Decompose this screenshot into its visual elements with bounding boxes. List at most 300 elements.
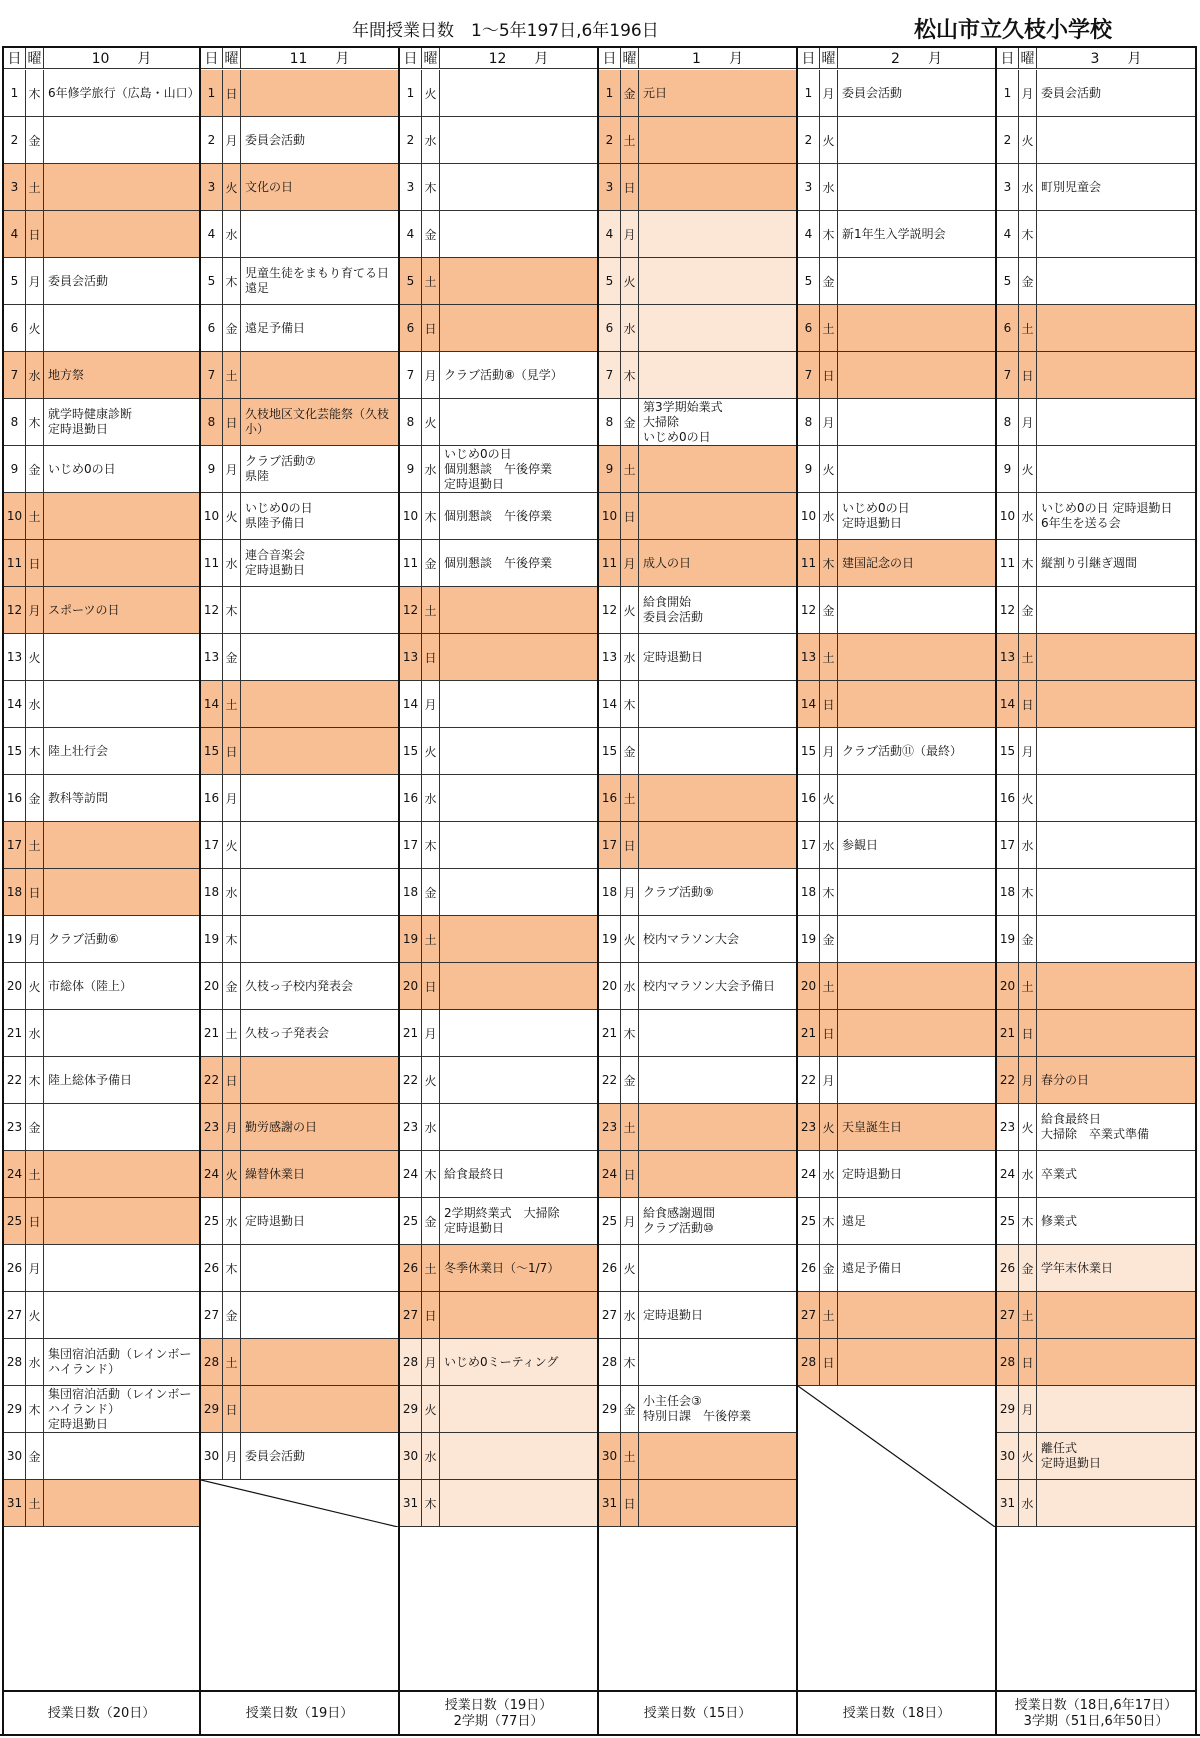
day-number: 30 bbox=[4, 1433, 26, 1479]
event-text bbox=[241, 916, 398, 962]
weekday: 金 bbox=[422, 211, 440, 257]
event-text bbox=[639, 305, 796, 351]
weekday: 木 bbox=[1019, 869, 1037, 915]
weekday: 水 bbox=[820, 822, 838, 868]
weekday: 火 bbox=[1019, 775, 1037, 821]
day-number: 19 bbox=[4, 916, 26, 962]
day-number: 17 bbox=[201, 822, 223, 868]
weekday: 火 bbox=[422, 1057, 440, 1103]
day-row bbox=[997, 587, 1195, 634]
weekday-column-header: 曜 bbox=[26, 48, 44, 68]
event-text bbox=[639, 1245, 796, 1291]
day-row bbox=[400, 493, 597, 540]
day-number: 25 bbox=[4, 1198, 26, 1244]
annual-school-days: 年間授業日数 1〜5年197日,6年196日 bbox=[352, 21, 659, 41]
day-row bbox=[201, 211, 398, 258]
weekday: 木 bbox=[422, 1151, 440, 1197]
day-row bbox=[4, 258, 199, 305]
event-text: いじめ0の日 bbox=[48, 461, 116, 476]
day-number: 17 bbox=[798, 822, 820, 868]
day-row bbox=[599, 1480, 796, 1527]
day-number: 29 bbox=[599, 1386, 621, 1432]
event-text bbox=[1037, 775, 1195, 821]
day-number: 28 bbox=[400, 1339, 422, 1385]
day-row bbox=[4, 916, 199, 963]
day-number: 28 bbox=[4, 1339, 26, 1385]
term-days-count: 2学期（77日） bbox=[453, 1714, 544, 1729]
day-number: 7 bbox=[201, 352, 223, 398]
weekday: 水 bbox=[422, 446, 440, 492]
weekday: 水 bbox=[1019, 822, 1037, 868]
weekday: 火 bbox=[621, 587, 639, 633]
weekday: 月 bbox=[422, 1010, 440, 1056]
weekday: 土 bbox=[422, 587, 440, 633]
weekday: 金 bbox=[621, 70, 639, 116]
day-number: 12 bbox=[400, 587, 422, 633]
day-number: 7 bbox=[798, 352, 820, 398]
day-number: 16 bbox=[798, 775, 820, 821]
weekday: 土 bbox=[1019, 634, 1037, 680]
weekday: 金 bbox=[26, 775, 44, 821]
event-text bbox=[1037, 352, 1195, 398]
weekday: 金 bbox=[223, 634, 241, 680]
day-row bbox=[400, 258, 597, 305]
day-number: 16 bbox=[400, 775, 422, 821]
event-text bbox=[440, 211, 597, 257]
day-row bbox=[599, 1198, 796, 1245]
event-text bbox=[440, 916, 597, 962]
month-footer bbox=[798, 1690, 995, 1736]
weekday: 月 bbox=[26, 916, 44, 962]
unused-days-slash bbox=[798, 1386, 995, 1527]
event-text bbox=[440, 1292, 597, 1338]
day-number: 16 bbox=[997, 775, 1019, 821]
weekday-column-header: 曜 bbox=[820, 48, 838, 68]
event-text bbox=[241, 681, 398, 727]
weekday: 火 bbox=[223, 493, 241, 539]
weekday: 金 bbox=[820, 587, 838, 633]
event-text: 給食感謝週間 クラブ活動⑩ bbox=[643, 1206, 716, 1235]
weekday: 金 bbox=[820, 916, 838, 962]
event-text bbox=[440, 1057, 597, 1103]
event-text bbox=[639, 681, 796, 727]
weekday: 金 bbox=[1019, 916, 1037, 962]
day-number: 30 bbox=[599, 1433, 621, 1479]
weekday: 日 bbox=[422, 1292, 440, 1338]
weekday: 木 bbox=[422, 164, 440, 210]
day-row bbox=[997, 399, 1195, 446]
day-number: 31 bbox=[400, 1480, 422, 1526]
day-row bbox=[997, 1292, 1195, 1339]
day-number: 5 bbox=[997, 258, 1019, 304]
day-row bbox=[798, 587, 995, 634]
day-row bbox=[201, 634, 398, 681]
day-row bbox=[997, 446, 1195, 493]
weekday: 木 bbox=[621, 352, 639, 398]
weekday: 水 bbox=[621, 963, 639, 1009]
month-header-row bbox=[201, 48, 398, 69]
weekday: 月 bbox=[621, 540, 639, 586]
event-text bbox=[1037, 1480, 1195, 1526]
day-number: 27 bbox=[400, 1292, 422, 1338]
weekday: 月 bbox=[422, 1339, 440, 1385]
event-text bbox=[44, 681, 199, 727]
day-number: 24 bbox=[400, 1151, 422, 1197]
day-row bbox=[4, 1245, 199, 1292]
day-number: 27 bbox=[997, 1292, 1019, 1338]
weekday: 日 bbox=[422, 634, 440, 680]
day-row bbox=[400, 305, 597, 352]
weekday: 木 bbox=[621, 1010, 639, 1056]
day-number: 11 bbox=[599, 540, 621, 586]
day-number: 26 bbox=[599, 1245, 621, 1291]
event-text bbox=[44, 305, 199, 351]
event-text bbox=[44, 869, 199, 915]
event-text bbox=[1037, 1292, 1195, 1338]
event-text: 2学期終業式 大掃除 定時退勤日 bbox=[444, 1206, 560, 1235]
event-text bbox=[440, 587, 597, 633]
event-text bbox=[44, 1151, 199, 1197]
event-text: 元日 bbox=[643, 85, 668, 100]
day-row bbox=[400, 1151, 597, 1198]
event-text: 春分の日 bbox=[1041, 1072, 1090, 1087]
event-text: 小主任会③ 特別日課 午後停業 bbox=[643, 1394, 752, 1423]
weekday: 火 bbox=[223, 1151, 241, 1197]
day-row bbox=[997, 352, 1195, 399]
event-text bbox=[639, 1480, 796, 1526]
event-text bbox=[44, 1292, 199, 1338]
weekday: 土 bbox=[621, 775, 639, 821]
weekday: 日 bbox=[820, 1010, 838, 1056]
weekday: 月 bbox=[820, 70, 838, 116]
day-number: 5 bbox=[201, 258, 223, 304]
weekday: 金 bbox=[422, 1198, 440, 1244]
day-row bbox=[201, 164, 398, 211]
weekday: 月 bbox=[1019, 399, 1037, 445]
day-number: 16 bbox=[201, 775, 223, 821]
day-number: 12 bbox=[798, 587, 820, 633]
day-number: 18 bbox=[400, 869, 422, 915]
day-number: 26 bbox=[798, 1245, 820, 1291]
day-row bbox=[4, 352, 199, 399]
day-number: 26 bbox=[400, 1245, 422, 1291]
day-row bbox=[997, 1245, 1195, 1292]
day-number: 29 bbox=[4, 1386, 26, 1432]
day-row bbox=[798, 70, 995, 117]
day-number: 10 bbox=[4, 493, 26, 539]
day-number: 20 bbox=[4, 963, 26, 1009]
day-number: 22 bbox=[201, 1057, 223, 1103]
day-number: 23 bbox=[201, 1104, 223, 1150]
month-column bbox=[201, 46, 400, 1736]
event-text: 委員会活動 bbox=[1041, 85, 1102, 100]
weekday-column-header: 曜 bbox=[223, 48, 241, 68]
day-row bbox=[201, 305, 398, 352]
day-row bbox=[997, 540, 1195, 587]
weekday: 金 bbox=[621, 728, 639, 774]
weekday: 月 bbox=[223, 117, 241, 163]
event-text bbox=[44, 1010, 199, 1056]
event-text bbox=[440, 869, 597, 915]
day-column-header: 日 bbox=[599, 48, 621, 68]
day-number: 24 bbox=[201, 1151, 223, 1197]
month-name: 10 月 bbox=[91, 51, 152, 67]
event-text bbox=[639, 1010, 796, 1056]
weekday: 土 bbox=[26, 493, 44, 539]
day-number: 17 bbox=[400, 822, 422, 868]
day-column-header: 日 bbox=[4, 48, 26, 68]
month-name: 2 月 bbox=[891, 51, 942, 67]
day-number: 3 bbox=[599, 164, 621, 210]
day-number: 4 bbox=[997, 211, 1019, 257]
day-number: 12 bbox=[4, 587, 26, 633]
day-number: 2 bbox=[798, 117, 820, 163]
event-text: 連合音楽会 定時退勤日 bbox=[245, 548, 306, 577]
day-number: 21 bbox=[798, 1010, 820, 1056]
day-row bbox=[4, 963, 199, 1010]
day-number: 15 bbox=[798, 728, 820, 774]
day-number: 30 bbox=[201, 1433, 223, 1479]
day-row bbox=[4, 1292, 199, 1339]
day-row bbox=[4, 1151, 199, 1198]
event-text: 定時退勤日 bbox=[245, 1213, 306, 1228]
event-text bbox=[241, 1386, 398, 1432]
day-number: 9 bbox=[400, 446, 422, 492]
day-row bbox=[798, 305, 995, 352]
weekday: 日 bbox=[422, 963, 440, 1009]
day-number: 5 bbox=[400, 258, 422, 304]
day-number: 8 bbox=[400, 399, 422, 445]
event-text: 建国記念の日 bbox=[842, 555, 915, 570]
event-text: 繰替休業日 bbox=[245, 1166, 306, 1181]
day-number: 4 bbox=[201, 211, 223, 257]
day-number: 30 bbox=[400, 1433, 422, 1479]
day-row bbox=[798, 1151, 995, 1198]
day-row bbox=[997, 963, 1195, 1010]
weekday: 土 bbox=[1019, 1292, 1037, 1338]
event-text bbox=[44, 1245, 199, 1291]
event-text bbox=[241, 1292, 398, 1338]
event-text bbox=[639, 117, 796, 163]
event-text: 委員会活動 bbox=[245, 132, 306, 147]
day-number: 20 bbox=[997, 963, 1019, 1009]
event-text bbox=[639, 164, 796, 210]
day-number: 25 bbox=[400, 1198, 422, 1244]
weekday: 金 bbox=[820, 258, 838, 304]
event-text: 校内マラソン大会 bbox=[643, 931, 740, 946]
event-text: 委員会活動 bbox=[842, 85, 903, 100]
event-text: 委員会活動 bbox=[48, 273, 109, 288]
day-number: 23 bbox=[4, 1104, 26, 1150]
weekday: 水 bbox=[1019, 1480, 1037, 1526]
day-number: 1 bbox=[201, 70, 223, 116]
day-row bbox=[798, 540, 995, 587]
event-text bbox=[44, 1198, 199, 1244]
event-text bbox=[639, 775, 796, 821]
day-row bbox=[4, 446, 199, 493]
day-number: 19 bbox=[400, 916, 422, 962]
weekday: 土 bbox=[820, 1292, 838, 1338]
calendar-table bbox=[2, 46, 1199, 1736]
day-row bbox=[400, 916, 597, 963]
event-text bbox=[44, 822, 199, 868]
event-text bbox=[1037, 305, 1195, 351]
day-number: 24 bbox=[798, 1151, 820, 1197]
day-row bbox=[400, 634, 597, 681]
weekday: 日 bbox=[1019, 1010, 1037, 1056]
day-number: 19 bbox=[201, 916, 223, 962]
day-number: 25 bbox=[201, 1198, 223, 1244]
day-row bbox=[400, 1245, 597, 1292]
day-number: 8 bbox=[997, 399, 1019, 445]
day-row bbox=[4, 728, 199, 775]
day-number: 18 bbox=[997, 869, 1019, 915]
day-row bbox=[599, 1057, 796, 1104]
weekday: 月 bbox=[223, 775, 241, 821]
day-number: 14 bbox=[201, 681, 223, 727]
day-number: 9 bbox=[997, 446, 1019, 492]
day-number: 10 bbox=[599, 493, 621, 539]
weekday: 金 bbox=[621, 399, 639, 445]
month-column bbox=[400, 46, 599, 1736]
event-text: 学年末休業日 bbox=[1041, 1260, 1114, 1275]
day-row bbox=[997, 1198, 1195, 1245]
event-text: 給食最終日 bbox=[444, 1166, 505, 1181]
day-row bbox=[400, 681, 597, 728]
event-text: 冬季休業日（〜1/7） bbox=[444, 1260, 560, 1275]
weekday: 火 bbox=[820, 775, 838, 821]
event-text bbox=[241, 822, 398, 868]
day-number: 27 bbox=[798, 1292, 820, 1338]
event-text bbox=[241, 587, 398, 633]
event-text bbox=[440, 164, 597, 210]
event-text bbox=[440, 1386, 597, 1432]
weekday: 日 bbox=[223, 1386, 241, 1432]
day-row bbox=[798, 681, 995, 728]
event-text bbox=[838, 775, 995, 821]
day-number: 17 bbox=[997, 822, 1019, 868]
month-footer bbox=[201, 1690, 398, 1736]
day-row bbox=[798, 822, 995, 869]
day-number: 3 bbox=[798, 164, 820, 210]
weekday: 火 bbox=[820, 117, 838, 163]
school-days-count: 授業日数（19日） bbox=[245, 1706, 354, 1721]
day-number: 21 bbox=[4, 1010, 26, 1056]
weekday: 月 bbox=[26, 258, 44, 304]
weekday: 木 bbox=[422, 493, 440, 539]
day-row bbox=[201, 1245, 398, 1292]
day-row bbox=[599, 211, 796, 258]
day-row bbox=[798, 352, 995, 399]
school-days-count: 授業日数（20日） bbox=[47, 1706, 156, 1721]
day-number: 16 bbox=[599, 775, 621, 821]
day-row bbox=[4, 681, 199, 728]
day-row bbox=[400, 1057, 597, 1104]
event-text bbox=[838, 117, 995, 163]
day-number: 13 bbox=[4, 634, 26, 680]
day-row bbox=[599, 634, 796, 681]
weekday: 日 bbox=[621, 164, 639, 210]
event-text bbox=[639, 1339, 796, 1385]
month-column bbox=[2, 46, 201, 1736]
day-row bbox=[4, 164, 199, 211]
day-number: 6 bbox=[400, 305, 422, 351]
event-text: 縦割り引継ぎ週間 bbox=[1041, 555, 1138, 570]
day-number: 7 bbox=[599, 352, 621, 398]
day-row bbox=[599, 681, 796, 728]
event-text: 個別懇談 午後停業 bbox=[444, 508, 553, 523]
event-text bbox=[838, 164, 995, 210]
event-text bbox=[838, 446, 995, 492]
weekday: 水 bbox=[621, 1292, 639, 1338]
day-row bbox=[4, 1386, 199, 1433]
event-text bbox=[639, 728, 796, 774]
event-text: 定時退勤日 bbox=[643, 649, 704, 664]
day-row bbox=[201, 1057, 398, 1104]
school-name: 松山市立久枝小学校 bbox=[913, 18, 1112, 43]
event-text bbox=[440, 399, 597, 445]
event-text bbox=[838, 352, 995, 398]
weekday: 水 bbox=[422, 1104, 440, 1150]
weekday: 日 bbox=[820, 681, 838, 727]
weekday: 金 bbox=[26, 1433, 44, 1479]
event-text bbox=[44, 1104, 199, 1150]
day-row bbox=[201, 352, 398, 399]
day-row bbox=[997, 493, 1195, 540]
day-row bbox=[599, 493, 796, 540]
day-row bbox=[201, 963, 398, 1010]
event-text bbox=[440, 775, 597, 821]
event-text bbox=[1037, 728, 1195, 774]
weekday: 月 bbox=[422, 352, 440, 398]
day-number: 6 bbox=[4, 305, 26, 351]
weekday: 木 bbox=[26, 70, 44, 116]
day-number: 13 bbox=[599, 634, 621, 680]
day-row bbox=[997, 1104, 1195, 1151]
day-number: 8 bbox=[599, 399, 621, 445]
weekday: 火 bbox=[26, 305, 44, 351]
day-number: 5 bbox=[599, 258, 621, 304]
event-text bbox=[241, 1339, 398, 1385]
day-number: 27 bbox=[4, 1292, 26, 1338]
weekday: 日 bbox=[621, 1480, 639, 1526]
event-text bbox=[1037, 258, 1195, 304]
event-text bbox=[44, 634, 199, 680]
event-text bbox=[44, 1480, 199, 1526]
day-number: 20 bbox=[201, 963, 223, 1009]
day-row bbox=[4, 1104, 199, 1151]
day-row bbox=[798, 634, 995, 681]
weekday: 火 bbox=[422, 728, 440, 774]
weekday: 火 bbox=[422, 70, 440, 116]
day-number: 3 bbox=[997, 164, 1019, 210]
event-text: 地方祭 bbox=[48, 367, 85, 382]
event-text bbox=[639, 446, 796, 492]
weekday: 土 bbox=[223, 1010, 241, 1056]
day-row bbox=[599, 70, 796, 117]
event-text bbox=[1037, 399, 1195, 445]
day-number: 21 bbox=[400, 1010, 422, 1056]
event-text bbox=[440, 1480, 597, 1526]
weekday: 日 bbox=[1019, 352, 1037, 398]
day-row bbox=[997, 869, 1195, 916]
day-row bbox=[599, 164, 796, 211]
day-number: 7 bbox=[4, 352, 26, 398]
event-text bbox=[440, 117, 597, 163]
event-text bbox=[838, 305, 995, 351]
event-text: いじめ0の日 個別懇談 午後停業 定時退勤日 bbox=[444, 446, 553, 491]
event-text bbox=[440, 1010, 597, 1056]
